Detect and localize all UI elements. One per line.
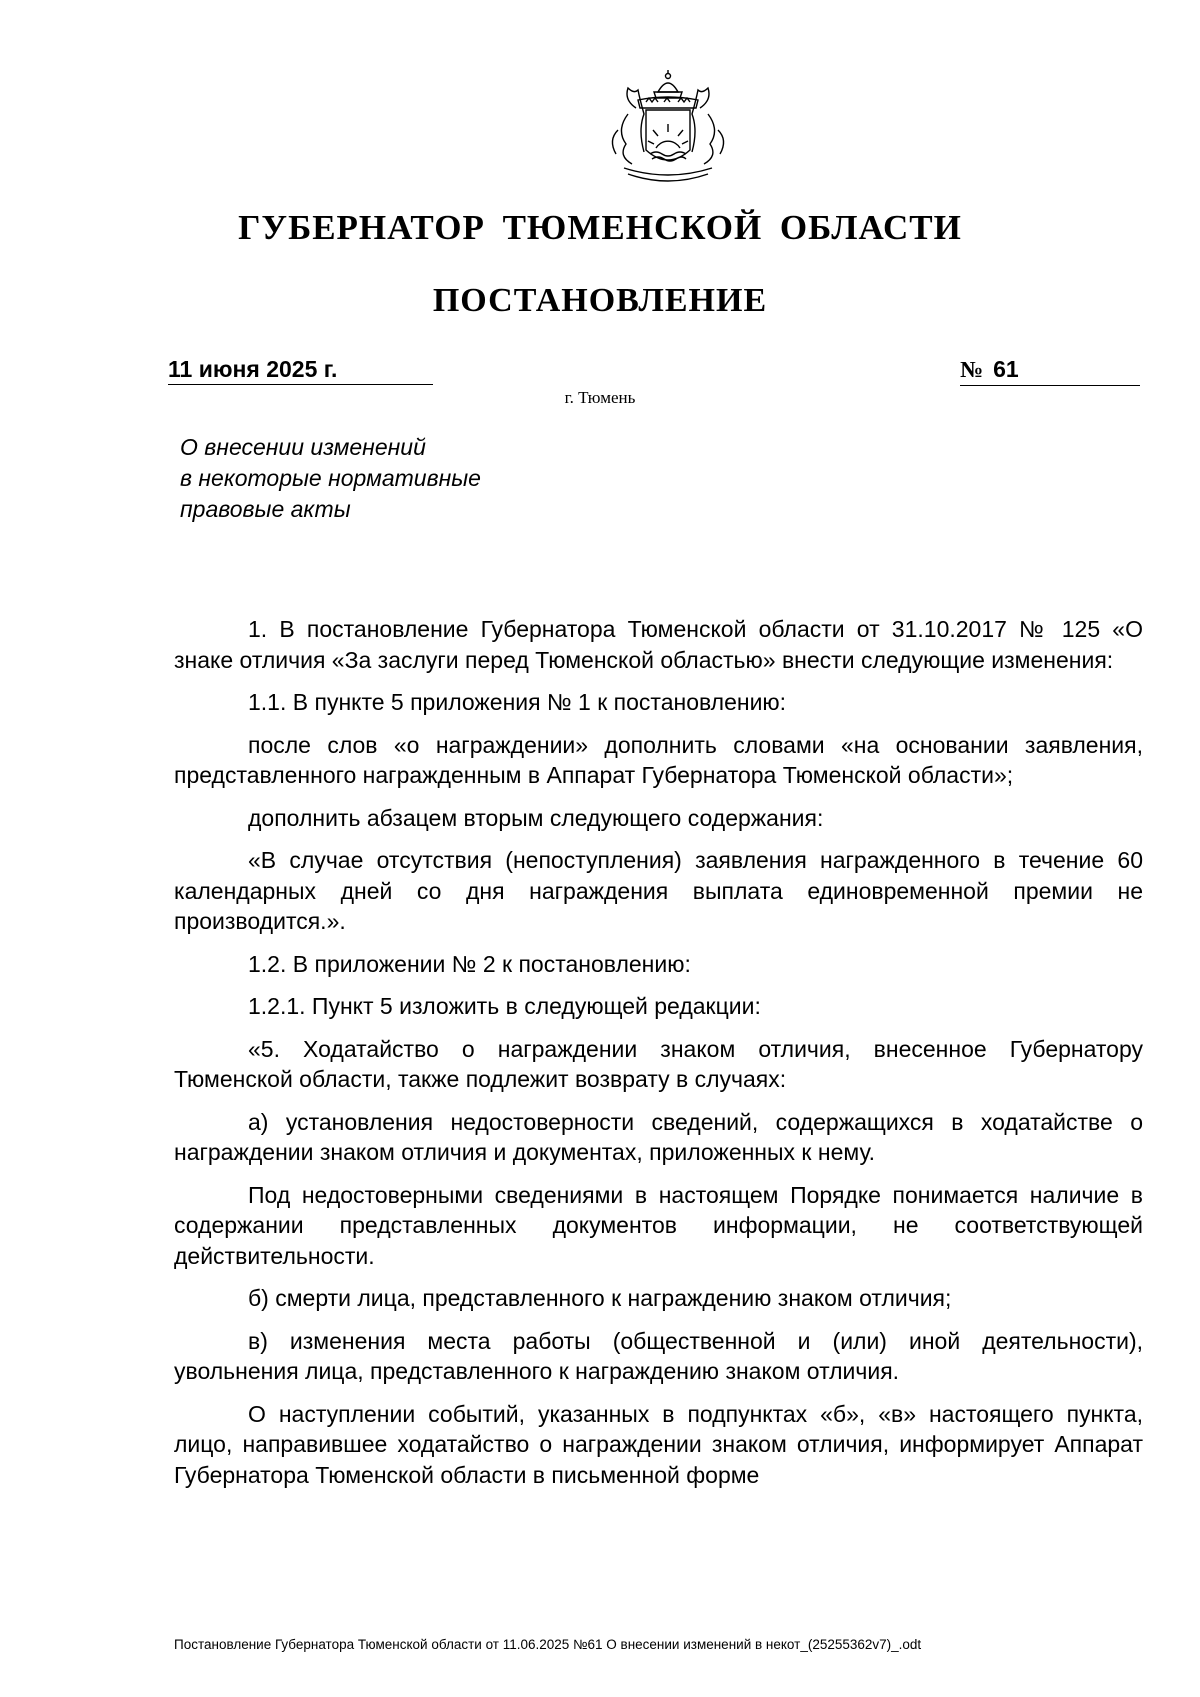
body-paragraph: в) изменения места работы (общественной и (или) иной деятельности), увольнения лица, представленного к награждению знаком отличия.: [174, 1327, 1143, 1384]
subject-line: О внесении изменений: [180, 434, 426, 460]
document-type-heading: ПОСТАНОВЛЕНИЕ: [432, 282, 768, 319]
body-paragraph: 1.1. В пункте 5 приложения № 1 к постановлению:: [248, 689, 787, 715]
subject-line: правовые акты: [180, 496, 351, 522]
body-paragraph: 1.2.1. Пункт 5 изложить в следующей редакции:: [248, 993, 761, 1019]
page-footer: Постановление Губернатора Тюменской области от 11.06.2025 №61 О внесении изменений в некот_(25255362v7)_.odt: [174, 1637, 922, 1652]
body-paragraph: «В случае отсутствия (непоступления) заявления награжденного в течение 60 календарных дней со дня награждения выплата единовременной премии не производится.».: [174, 847, 1143, 934]
document-subject: [180, 432, 600, 525]
organization-title: ГУБЕРНАТОР ТЮМЕНСКОЙ ОБЛАСТИ: [238, 208, 962, 247]
body-paragraph: а) установления недостоверности сведений, содержащихся в ходатайстве о награждении знаком отличия и документах, приложенных к нему.: [174, 1108, 1143, 1165]
document-number: 61: [993, 356, 1019, 382]
body-paragraph: 1. В постановление Губернатора Тюменской области от 31.10.2017 № 125 «О знаке отличия «За заслуги перед Тюменской областью» внести следующие изменения:: [174, 616, 1143, 673]
document-date: 11 июня 2025 г.: [168, 354, 433, 385]
subject-line: в некоторые нормативные: [180, 465, 481, 491]
document-body: [174, 614, 1143, 1502]
body-paragraph: 1.2. В приложении № 2 к постановлению:: [248, 950, 691, 977]
document-number-field: [960, 354, 1140, 386]
body-paragraph: О наступлении событий, указанных в подпунктах «б», «в» настоящего пункта, лицо, направившее ходатайство о награждении знаком отличия, информирует Аппарат Губернатора Тюменской области в письменной форме: [174, 1400, 1143, 1488]
number-sign: №: [960, 357, 984, 382]
body-paragraph: «5. Ходатайство о награждении знаком отличия, внесенное Губернатору Тюменской области, также подлежит возврату в случаях:: [174, 1035, 1143, 1092]
body-paragraph: б) смерти лица, представленного к награждению знаком отличия;: [248, 1285, 952, 1311]
document-city: г. Тюмень: [564, 388, 636, 407]
body-paragraph: дополнить абзацем вторым следующего содержания:: [248, 804, 824, 831]
body-paragraph: Под недостоверными сведениями в настоящем Порядке понимается наличие в содержании представленных документов информации, не соответствующей действительности.: [174, 1181, 1143, 1269]
tyumen-oblast-coat-of-arms-icon: [588, 70, 748, 190]
body-paragraph: после слов «о награждении» дополнить словами «на основании заявления, представленного награжденным в Аппарат Губернатора Тюменской области»;: [174, 731, 1143, 788]
